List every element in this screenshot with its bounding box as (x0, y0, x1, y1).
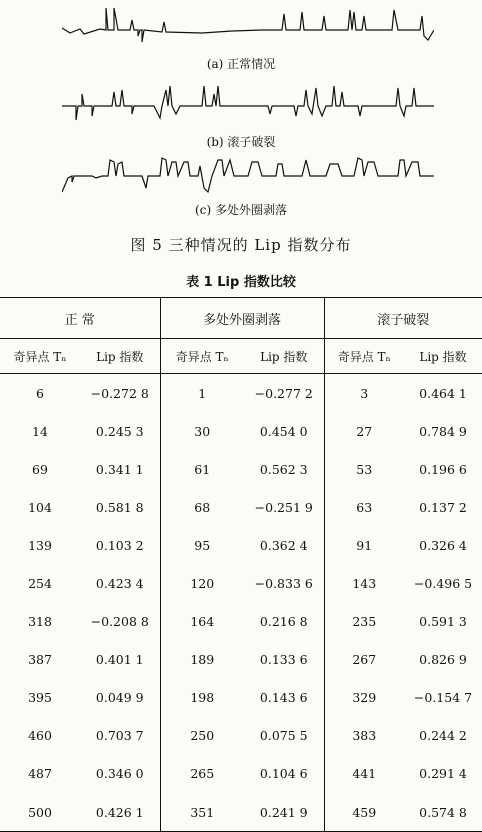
table-cell: 63 (324, 488, 404, 526)
table-cell: 0.137 2 (419, 499, 467, 515)
table-cell: 0.362 4 (259, 537, 308, 553)
table-cell: 0.075 5 (259, 728, 308, 744)
table-cell: 0.326 4 (419, 537, 467, 553)
table-caption: 表 1 Lip 指数比较 (186, 275, 296, 290)
subcaption-c: (c) 多处外圈剥落 (195, 203, 287, 217)
table-cell: 395 (28, 690, 52, 706)
table-cell: 0.464 1 (419, 385, 467, 401)
col-header: Lip 指数 (244, 339, 324, 374)
table-cell: −0.833 6 (254, 576, 313, 592)
table-cell: 0.104 6 (259, 766, 308, 782)
table-cell: 120 (160, 564, 244, 602)
table-row (0, 450, 482, 488)
table-cell: 198 (160, 679, 244, 717)
table-cell: 0.103 2 (95, 537, 144, 553)
subcaption-a: (a) 正常情况 (206, 57, 276, 71)
table-cell: 0.826 9 (419, 652, 467, 668)
table-cell: −0.154 7 (413, 690, 473, 706)
table-cell: 329 (324, 679, 404, 717)
table-row (0, 793, 482, 832)
table-cell: 14 (32, 423, 48, 439)
table-row (0, 526, 482, 564)
table-cell: 95 (160, 526, 244, 564)
table-cell: 318 (28, 614, 52, 630)
table-cell: 267 (324, 641, 404, 679)
col-header: 奇异点 Tₙ (160, 339, 244, 374)
col-header: 奇异点 Tₙ (0, 339, 80, 374)
table-cell: 500 (0, 793, 80, 832)
table-cell: 0.244 2 (419, 728, 467, 744)
table-cell: 0.133 6 (259, 652, 308, 668)
subcaption-b: (b) 滚子破裂 (206, 135, 276, 149)
group-header-roller-crack: 滚子破裂 (324, 298, 482, 339)
table-cell: 0.562 3 (259, 461, 308, 477)
table-cell: 139 (28, 537, 52, 553)
table-cell: 0.216 8 (259, 614, 308, 630)
table-cell: 3 (324, 374, 404, 413)
table-cell: 61 (160, 450, 244, 488)
table-cell: 69 (32, 461, 48, 477)
table-row (0, 717, 482, 755)
table-cell: 0.143 6 (259, 690, 308, 706)
col-header: 奇异点 Tₙ (324, 339, 404, 374)
signal-plot-roller-crack (62, 72, 434, 128)
table-cell: 143 (324, 564, 404, 602)
table-cell: 0.245 3 (95, 423, 144, 439)
table-cell: 0.341 1 (95, 461, 144, 477)
signal-plot-outer-race-spalling (62, 148, 434, 198)
table-cell: 0.401 1 (95, 652, 144, 668)
table-cell: 235 (324, 603, 404, 641)
table-row (0, 603, 482, 641)
table-cell: 265 (160, 755, 244, 793)
table-cell: 91 (324, 526, 404, 564)
table-row (0, 488, 482, 526)
table-cell: 0.346 0 (95, 766, 144, 782)
table-cell: 459 (324, 793, 404, 832)
table-cell: 460 (28, 728, 52, 744)
table-cell: 27 (324, 412, 404, 450)
table-cell: 250 (160, 717, 244, 755)
table-row (0, 679, 482, 717)
table-cell: 0.049 9 (95, 690, 144, 706)
signal-plot-normal (62, 2, 434, 50)
table-cell: −0.277 2 (254, 385, 313, 401)
group-header-outer-race-spalling: 多处外圈剥落 (160, 298, 324, 339)
table-cell: −0.251 9 (254, 499, 313, 515)
table-row (0, 564, 482, 602)
table-row (0, 641, 482, 679)
table-row (0, 755, 482, 793)
table-cell: 0.591 3 (419, 614, 467, 630)
table-cell: 164 (160, 603, 244, 641)
table-cell: 0.784 9 (419, 423, 467, 439)
lip-index-table (0, 297, 482, 832)
table-cell: 53 (324, 450, 404, 488)
table-cell: 0.454 0 (259, 423, 308, 439)
table-cell: 6 (36, 385, 44, 401)
table-cell: 189 (160, 641, 244, 679)
table-cell: 0.291 4 (419, 766, 467, 782)
figure-caption: 图 5 三种情况的 Lip 指数分布 (130, 236, 352, 254)
table-cell: 351 (160, 793, 244, 832)
table-cell: 254 (28, 576, 52, 592)
col-header: Lip 指数 (80, 339, 160, 374)
table-cell: 30 (160, 412, 244, 450)
table-cell: −0.208 8 (90, 614, 149, 630)
table-cell: −0.272 8 (90, 385, 149, 401)
group-header-normal: 正 常 (0, 298, 160, 339)
table-cell: 0.574 8 (404, 793, 482, 832)
table-cell: 0.241 9 (244, 793, 324, 832)
col-header: Lip 指数 (404, 339, 482, 374)
table-row (0, 374, 482, 413)
table-cell: 0.581 8 (95, 499, 144, 515)
table-cell: 1 (160, 374, 244, 413)
table-cell: 487 (28, 766, 52, 782)
table-cell: 387 (28, 652, 52, 668)
table-cell: 441 (324, 755, 404, 793)
table-cell: −0.496 5 (413, 576, 473, 592)
table-cell: 0.703 7 (95, 728, 144, 744)
table-cell: 0.426 1 (80, 793, 160, 832)
table-row (0, 412, 482, 450)
table-cell: 0.423 4 (95, 576, 144, 592)
table-cell: 383 (324, 717, 404, 755)
table-cell: 104 (28, 499, 52, 515)
table-cell: 68 (160, 488, 244, 526)
table-cell: 0.196 6 (419, 461, 467, 477)
